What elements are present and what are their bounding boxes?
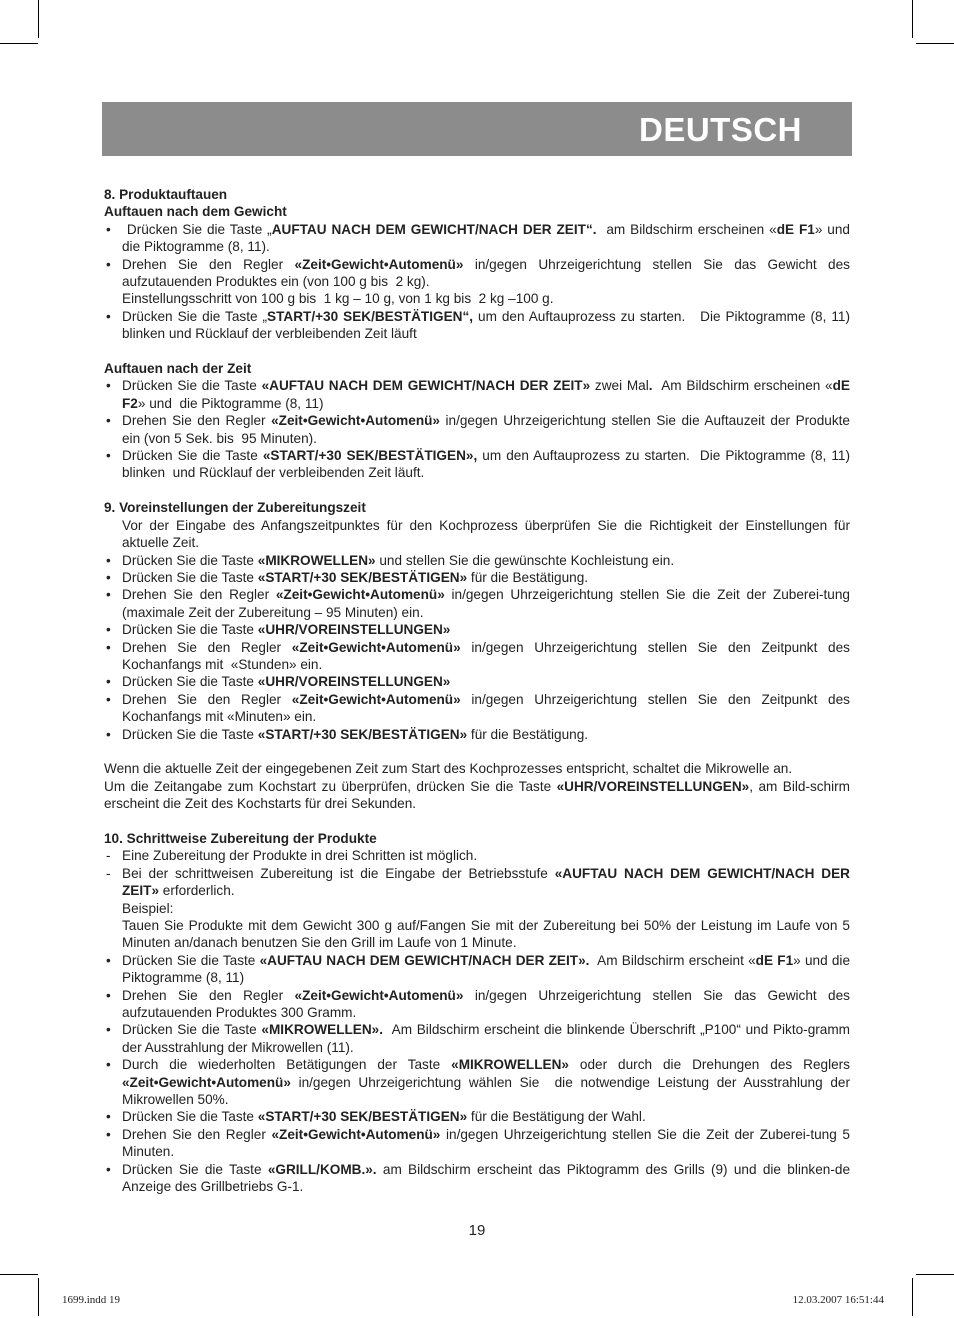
indented-paragraph: Vor der Eingabe des Anfangszeitpunktes für den Kochprozess überprüfen Sie die Richtigkeit der Einstellungen für aktuelle Zeit. [122, 517, 850, 551]
section-heading: 8. Produktauftauen [104, 187, 228, 202]
crop-mark [0, 43, 38, 44]
dash-item: - Eine Zubereitung der Produkte in drei Schritten ist möglich. [104, 847, 850, 864]
bullet-item: • Drücken Sie die Taste «START/+30 SEK/BESTÄTIGEN» für die Bestätigung. [104, 569, 850, 586]
bullet-item: • Drücken Sie die Taste «MIKROWELLEN» und stellen Sie die gewünschte Kochleistung ein. [104, 552, 850, 569]
spacer [104, 813, 850, 830]
bullet-item: • Drehen Sie den Regler «Zeit•Gewicht•Automenü» in/gegen Uhrzeigerichtung stellen Sie den Zeitpunkt des Kochanfangs mit «Minuten» ein. [104, 691, 850, 726]
crop-mark [912, 0, 913, 38]
bullet-item: • Drehen Sie den Regler «Zeit•Gewicht•Automenü» in/gegen Uhrzeigerichtung stellen Sie das Gewicht des aufzutauenden Produktes 300 Gramm. [104, 987, 850, 1022]
banner-title: DEUTSCH [638, 111, 802, 148]
bullet-item: • Drücken Sie die Taste «START/+30 SEK/BESTÄTIGEN» für die Bestätigung. [104, 726, 850, 743]
footer-file-info: 1699.indd 19 [62, 1294, 121, 1306]
section-heading: 9. Voreinstellungen der Zubereitungszeit [104, 500, 366, 516]
bullet-item: • Drehen Sie den Regler «Zeit•Gewicht•Automenü» in/gegen Uhrzeigerichtung stellen Sie die Zeit der Zuberei-tung 5 Minuten. [104, 1126, 850, 1161]
bullet-item: • Drehen Sie den Regler «Zeit•Gewicht•Automenü» in/gegen Uhrzeigerichtung stellen Sie die Zeit der Zuberei-tung (maximale Zeit der Zubereitung – 95 Minuten) ein. [104, 586, 850, 621]
bullet-item: • Drehen Sie den Regler «Zeit•Gewicht•Automenü» in/gegen Uhrzeigerichtung stellen Sie den Zeitpunkt des Kochanfangs mit «Stunden» ein. [104, 639, 850, 674]
crop-mark [0, 1274, 38, 1275]
bullet-item: • Drücken Sie die Taste «MIKROWELLEN». Am Bildschirm erscheint die blinkende Überschrift „P100“ und Pikto-gramm der Ausstrahlung der Mikrowellen (11). [104, 1021, 850, 1056]
language-banner [102, 102, 852, 156]
bullet-item: • Drücken Sie die Taste «UHR/VOREINSTELLUNGEN» [104, 621, 850, 638]
bullet-item: • Drücken Sie die Taste «GRILL/KOMB.». am Bildschirm erscheint das Piktogramm des Grills (9) und die blinken-de Anzeige des Grillbetriebs G-1. [104, 1161, 850, 1196]
bullet-item: • Drücken Sie die Taste «UHR/VOREINSTELLUNGEN» [104, 673, 850, 690]
crop-mark [916, 1274, 954, 1275]
spacer [104, 343, 850, 360]
bullet-item: • Drücken Sie die Taste «START/+30 SEK/BESTÄTIGEN», um den Auftauprozess zu starten. Die Piktogramme (8, 11) blinken und Rücklauf der verbleibenden Zeit läuft. [104, 447, 850, 482]
spacer [104, 482, 850, 499]
bullet-item: • Drücken Sie die Taste „AUFTAU NACH DEM GEWICHT/NACH DER ZEIT“. am Bildschirm erscheinen «dE F1» und die Piktogramme (8, 11). [104, 221, 850, 256]
crop-mark [38, 0, 39, 38]
crop-mark [916, 43, 954, 44]
bullet-item: • Drehen Sie den Regler «Zeit•Gewicht•Automenü» in/gegen Uhrzeigerichtung stellen Sie das Gewicht des aufzutauenden Produktes ein (von 100 g bis 2 kg). Einstellungsschritt von 100 g bis 1 kg – 10 g, von 1 kg bis 2 kg –100 g. [104, 256, 850, 308]
manual-content [104, 186, 850, 1196]
crop-mark [912, 1278, 913, 1316]
crop-mark [38, 1278, 39, 1316]
spacer [104, 743, 850, 760]
bullet-item: • Drücken Sie die Taste «AUFTAU NACH DEM GEWICHT/NACH DER ZEIT». Am Bildschirm erscheint «dE F1» und die Piktogramme (8, 11) [104, 952, 850, 987]
bullet-item: • Drehen Sie den Regler «Zeit•Gewicht•Automenü» in/gegen Uhrzeigerichtung stellen Sie die Auftauzeit der Produkte ein (von 5 Sek. bis 95 Minuten). [104, 412, 850, 447]
bullet-item: • Drücken Sie die Taste «START/+30 SEK/BESTÄTIGEN» für die Bestätigung der Wahl. [104, 1108, 850, 1125]
bullet-item: • Drücken Sie die Taste „START/+30 SEK/BESTÄTIGEN“, um den Auftauprozess zu starten. Die Piktogramme (8, 11) blinken und Rücklauf der verbleibenden Zeit läuft [104, 308, 850, 343]
page-number: 19 [468, 1222, 486, 1239]
paragraph: Um die Zeitangabe zum Kochstart zu überprüfen, drücken Sie die Taste «UHR/VOREINSTELLUNGEN», am Bild-schirm erscheint die Zeit des Kochstarts für drei Sekunden. [104, 778, 850, 812]
section-heading: Auftauen nach dem Gewicht [104, 204, 287, 220]
footer-timestamp: 12.03.2007 16:51:44 [792, 1294, 884, 1306]
dash-item: - Bei der schrittweisen Zubereitung ist die Eingabe der Betriebsstufe «AUFTAU NACH DEM GEWICHT/NACH DER ZEIT» erforderlich. Beispiel: Tauen Sie Produkte mit dem Gewicht 300 g auf/Fangen Sie mit der Zubereitung bei 50% der Leistung im Laufe von 5 Minuten an/danach benutzen Sie den Grill im Laufe von 1 Minute. [104, 865, 850, 952]
bullet-item: • Drücken Sie die Taste «AUFTAU NACH DEM GEWICHT/NACH DER ZEIT» zwei Mal. Am Bildschirm erscheinen «dE F2» und die Piktogramme (8, 11) [104, 377, 850, 412]
bullet-item: • Durch die wiederholten Betätigungen der Taste «MIKROWELLEN» oder durch die Drehungen des Reglers «Zeit•Gewicht•Automenü» in/gegen Uhrzeigerichtung wählen Sie die notwendige Leistung der Ausstrahlung der Mikrowellen 50%. [104, 1056, 850, 1108]
section-heading: Auftauen nach der Zeit [104, 361, 252, 377]
section-heading: 10. Schrittweise Zubereitung der Produkte [104, 830, 377, 846]
paragraph: Wenn die aktuelle Zeit der eingegebenen Zeit zum Start des Kochprozesses entspricht, schaltet die Mikrowelle an. [104, 761, 793, 777]
